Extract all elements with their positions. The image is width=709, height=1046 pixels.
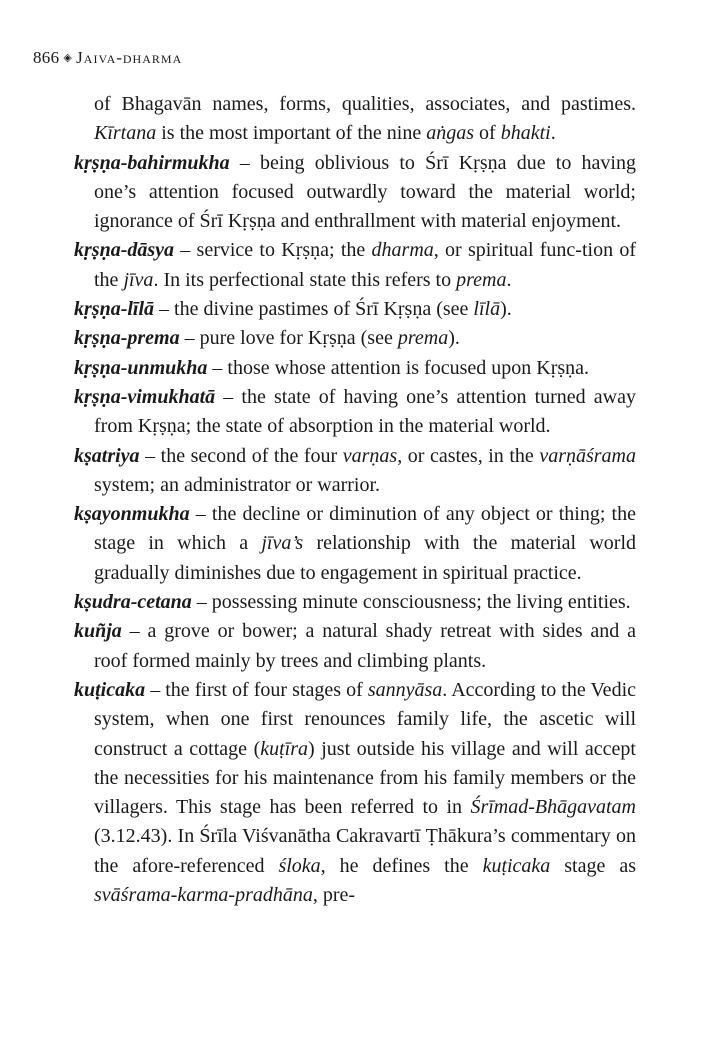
diamond-separator-icon: ◈ (63, 52, 73, 64)
italic-text: dharma (371, 239, 434, 262)
definition-text: – the state of having one’s attention turned away from Kṛṣṇa; the state of absorption in the material world. (94, 385, 636, 438)
italic-text: svāśrama-karma-pradhāna (94, 884, 313, 907)
running-header (33, 48, 182, 68)
glossary-term: kṛṣṇa-dāsya (74, 239, 175, 262)
italic-text: jīva (123, 268, 154, 291)
italic-text: prema (397, 327, 449, 350)
definition-text: – those whose attention is focused upon Kṛṣṇa. (207, 356, 590, 379)
definition-text: , he defines the (320, 854, 483, 877)
italic-text: varṇāśrama (539, 444, 636, 467)
definition-text: – the first of four stages of (145, 678, 368, 701)
definition-text: ) just outside his village and will accept the necessities for his maintenance from his family members or the villagers. This stage has been referred to in (94, 737, 636, 819)
definition-text: . (550, 122, 556, 145)
definition-text: stage as (550, 854, 636, 877)
glossary-entry (74, 236, 636, 295)
book-title: Jaiva-dharma (76, 48, 183, 67)
italic-text: jīva’s (261, 532, 304, 555)
definition-text: , pre- (312, 884, 356, 907)
definition-text: . In its perfectional state this refers to (153, 268, 457, 291)
glossary-entry (74, 676, 636, 910)
glossary-term: kṛṣṇa-unmukha (74, 356, 208, 379)
glossary-entry (74, 617, 636, 676)
definition-text: – pure love for Kṛṣṇa (see (179, 327, 398, 350)
definition-text: ). (500, 298, 512, 321)
italic-text: kuṭicaka (482, 854, 551, 877)
glossary-entry (74, 442, 636, 501)
glossary-entry (74, 500, 636, 588)
italic-text: śloka (278, 854, 321, 877)
definition-text: (3.12.43). In Śrīla Viśvanātha Cakravartī Ṭhākura’s commentary on the afore-referenced (94, 825, 636, 877)
glossary-entry (74, 295, 636, 324)
definition-text: – possessing minute consciousness; the living entities. (191, 591, 631, 614)
definition-text: system; an administrator or warrior. (94, 473, 381, 496)
page-number: 866 (33, 48, 60, 67)
italic-text: aṅgas (426, 122, 475, 145)
definition-text: of Bhagavān names, forms, qualities, associates, and pastimes. (94, 93, 636, 115)
definition-text: is the most important of the nine (156, 122, 427, 145)
glossary-term: kuṭicaka (74, 678, 146, 701)
definition-text: ). (448, 327, 460, 350)
glossary-term: kuñja (74, 620, 122, 643)
italic-text: varṇas (342, 444, 398, 467)
italic-text: kuṭīra (260, 737, 309, 760)
glossary-entry (74, 354, 636, 383)
italic-text: sannyāsa (367, 678, 443, 701)
definition-text: . (506, 268, 512, 291)
glossary-entry (74, 149, 636, 237)
glossary-term: kṛṣṇa-vimukhatā (74, 385, 216, 408)
definition-text: – a grove or bower; a natural shady retreat with sides and a roof formed mainly by trees and climbing plants. (94, 620, 636, 672)
glossary-entry-continuation (74, 90, 636, 149)
definition-text: , or castes, in the (397, 444, 540, 467)
italic-text: Śrīmad-Bhāgavatam (470, 796, 636, 819)
definition-text: – service to Kṛṣṇa; the (174, 239, 372, 262)
definition-text: – being oblivious to Śrī Kṛṣṇa due to having one’s attention focused outwardly toward the material world; ignorance of Śrī Kṛṣṇa and enthrallment with material enjoyment. (94, 151, 636, 233)
glossary-entry (74, 588, 636, 617)
definition-text: – the divine pastimes of Śrī Kṛṣṇa (see (154, 298, 474, 321)
italic-text: līlā (473, 298, 501, 321)
glossary-term: kṣayonmukha (74, 503, 190, 526)
glossary-term: kṛṣṇa-bahirmukha (74, 151, 230, 174)
italic-text: Kīrtana (94, 122, 157, 145)
glossary-term: kṣudra-cetana (74, 591, 192, 614)
definition-text: – the second of the four (139, 444, 343, 467)
glossary-entry (74, 383, 636, 442)
glossary-term: kṛṣṇa-prema (74, 327, 180, 350)
glossary-term: kṛṣṇa-līlā (74, 298, 155, 321)
definition-text: – the decline or diminution of any object or thing; the stage in which a (94, 503, 636, 555)
glossary-term: kṣatriya (74, 444, 140, 467)
definition-text: . According to the Vedic system, when one first renounces family life, the ascetic will construct a cottage ( (94, 678, 636, 760)
definition-text: relationship with the material world gradually diminishes due to engagement in spiritual practice. (94, 532, 636, 584)
italic-text: bhakti (500, 122, 551, 145)
glossary-entry (74, 324, 636, 353)
glossary-body (74, 90, 636, 910)
italic-text: prema (456, 268, 507, 291)
definition-text: of (474, 122, 501, 145)
definition-text: , or spiritual func-tion of the (94, 239, 636, 291)
